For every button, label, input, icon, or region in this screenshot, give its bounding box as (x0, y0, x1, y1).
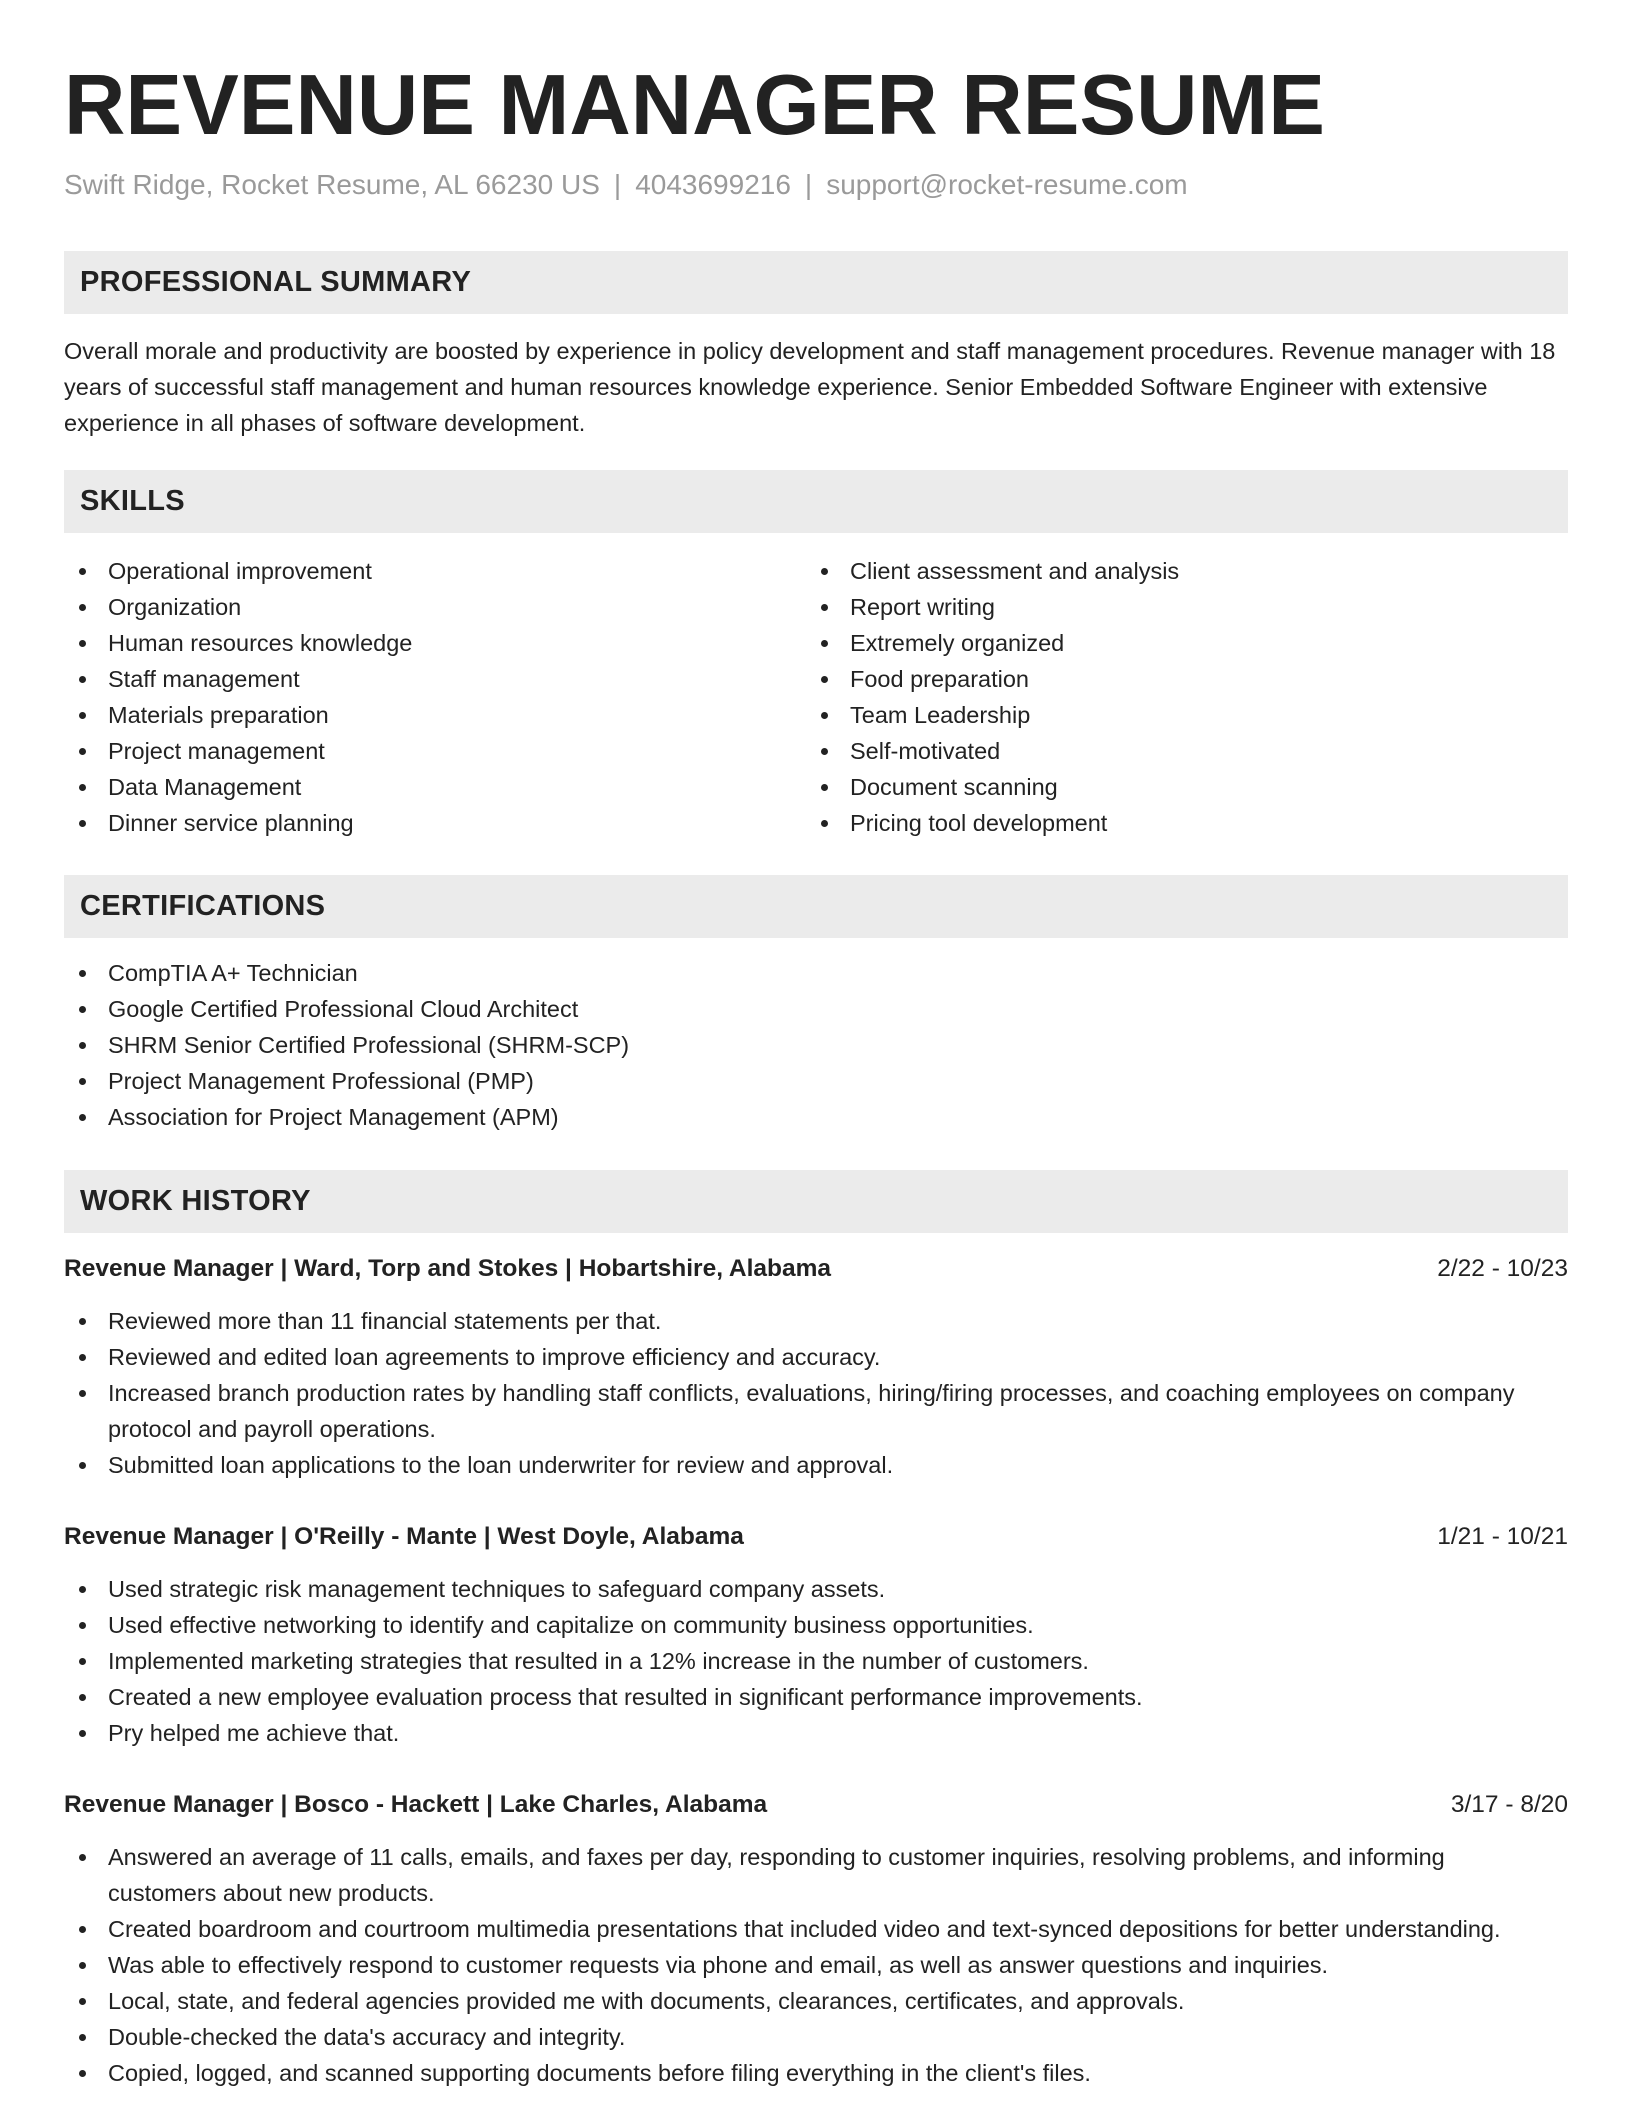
job-bullet: Created a new employee evaluation process that resulted in significant performance improvements. (64, 1679, 1524, 1715)
skills-list-left (64, 553, 804, 841)
skill-item: Self-motivated (806, 733, 1566, 769)
contact-phone: 4043699216 (635, 169, 791, 200)
skills-heading: SKILLS (80, 485, 185, 517)
job-dates: 1/21 - 10/21 (1437, 1523, 1568, 1550)
job-bullet: Created boardroom and courtroom multimedia presentations that included video and text-synced depositions for better understanding. (64, 1911, 1524, 1947)
skill-item: Food preparation (806, 661, 1566, 697)
job-bullet: Copied, logged, and scanned supporting documents before filing everything in the client's files. (64, 2055, 1524, 2091)
job-dates: 2/22 - 10/23 (1437, 1255, 1568, 1282)
contact-line (64, 165, 1188, 205)
certification-item: CompTIA A+ Technician (64, 955, 1568, 991)
job-bullet: Answered an average of 11 calls, emails, and faxes per day, responding to customer inquiries, resolving problems, and informing customers about new products. (64, 1839, 1524, 1911)
skill-item: Extremely organized (806, 625, 1566, 661)
job-bullet: Was able to effectively respond to customer requests via phone and email, as well as answer questions and inquiries. (64, 1947, 1524, 1983)
skill-item: Document scanning (806, 769, 1566, 805)
job-bullet: Reviewed more than 11 financial statements per that. (64, 1303, 1524, 1339)
job-bullet: Used effective networking to identify and capitalize on community business opportunities. (64, 1607, 1524, 1643)
job-bullet: Double-checked the data's accuracy and integrity. (64, 2019, 1524, 2055)
skill-item: Report writing (806, 589, 1566, 625)
skill-item: Pricing tool development (806, 805, 1566, 841)
contact-separator: | (804, 169, 813, 200)
skill-item: Team Leadership (806, 697, 1566, 733)
skill-item: Materials preparation (64, 697, 804, 733)
certifications-section-header (64, 875, 1568, 938)
job-bullet: Increased branch production rates by handling staff conflicts, evaluations, hiring/firing processes, and coaching employees on company protocol and payroll operations. (64, 1375, 1524, 1447)
contact-email: support@rocket-resume.com (826, 169, 1188, 200)
job-bullet: Local, state, and federal agencies provided me with documents, clearances, certificates, and approvals. (64, 1983, 1524, 2019)
resume-title: REVENUE MANAGER RESUME (64, 58, 1325, 153)
certification-item: SHRM Senior Certified Professional (SHRM-SCP) (64, 1027, 1568, 1063)
job-bullet: Pry helped me achieve that. (64, 1715, 1524, 1751)
skill-item: Human resources knowledge (64, 625, 804, 661)
job-title: Revenue Manager | Bosco - Hackett | Lake Charles, Alabama (64, 1791, 768, 1818)
skill-item: Client assessment and analysis (806, 553, 1566, 589)
job-title: Revenue Manager | Ward, Torp and Stokes | Hobartshire, Alabama (64, 1255, 832, 1282)
skill-item: Staff management (64, 661, 804, 697)
job-bullet: Used strategic risk management techniques to safeguard company assets. (64, 1571, 1524, 1607)
job-bullets (64, 1303, 1524, 1483)
contact-separator: | (613, 169, 622, 200)
skills-section-header (64, 470, 1568, 533)
certifications-heading: CERTIFICATIONS (80, 890, 326, 922)
job-bullets (64, 1571, 1524, 1751)
summary-section-header (64, 251, 1568, 314)
job-bullet: Submitted loan applications to the loan underwriter for review and approval. (64, 1447, 1524, 1483)
skill-item: Dinner service planning (64, 805, 804, 841)
job-dates: 3/17 - 8/20 (1450, 1791, 1568, 1818)
job-bullet: Reviewed and edited loan agreements to improve efficiency and accuracy. (64, 1339, 1524, 1375)
skill-item: Organization (64, 589, 804, 625)
summary-text: Overall morale and productivity are boosted by experience in policy development and staff management procedures. Revenue manager with 18 years of successful staff management and human resources knowledge experience. Senior Embedded Software Engineer with extensive experience in all phases of software development. (64, 338, 1556, 436)
summary-heading: PROFESSIONAL SUMMARY (80, 266, 472, 298)
contact-address: Swift Ridge, Rocket Resume, AL 66230 US (64, 169, 600, 200)
certification-item: Google Certified Professional Cloud Architect (64, 991, 1568, 1027)
certifications-list (64, 955, 1568, 1135)
work-history-section-header (64, 1170, 1568, 1233)
job-title: Revenue Manager | O'Reilly - Mante | West Doyle, Alabama (64, 1523, 744, 1550)
skill-item: Data Management (64, 769, 804, 805)
certification-item: Association for Project Management (APM) (64, 1099, 1568, 1135)
skill-item: Operational improvement (64, 553, 804, 589)
job-bullet: Implemented marketing strategies that resulted in a 12% increase in the number of customers. (64, 1643, 1524, 1679)
skills-list-right (806, 553, 1566, 841)
skill-item: Project management (64, 733, 804, 769)
certification-item: Project Management Professional (PMP) (64, 1063, 1568, 1099)
work-history-heading: WORK HISTORY (80, 1185, 311, 1217)
job-bullets (64, 1839, 1524, 2091)
